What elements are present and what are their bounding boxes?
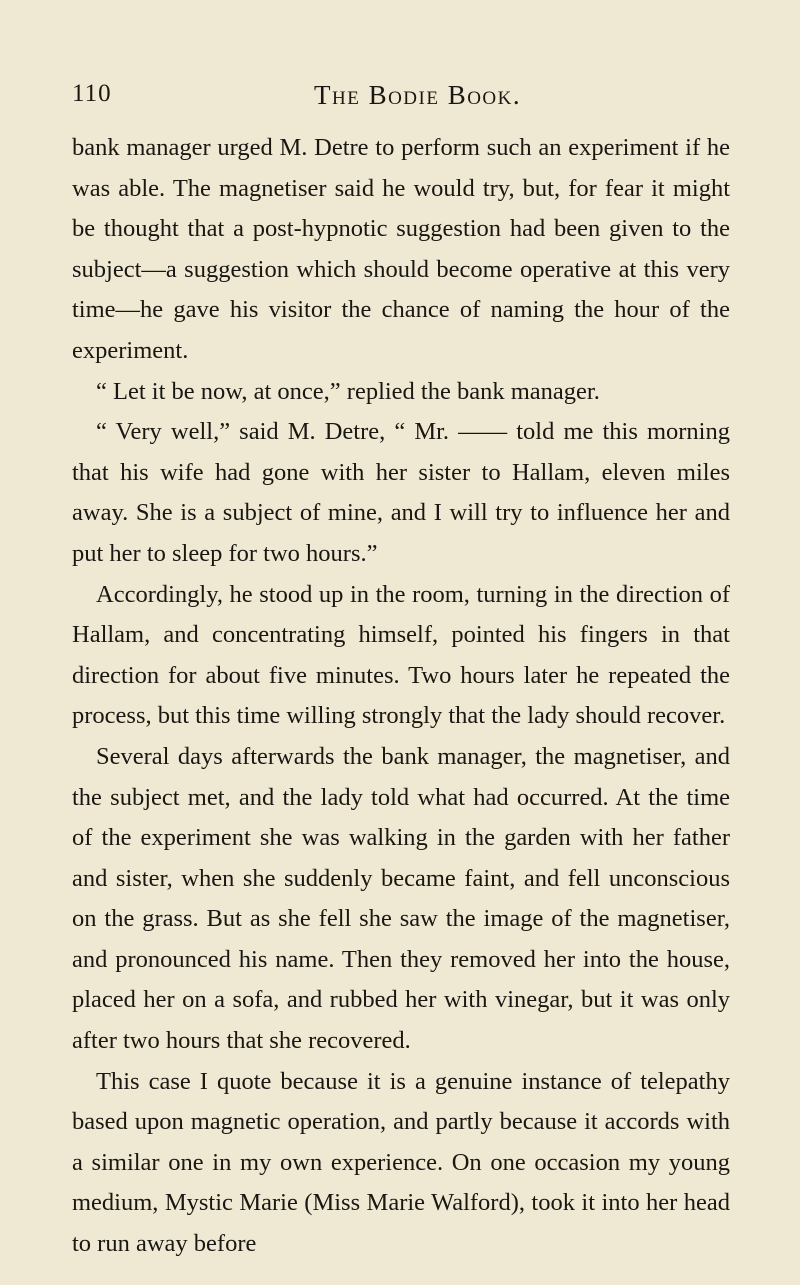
paragraph-continued: bank manager urged M. Detre to perform such an experiment if he was able. The magnetiser said he would try, but, for fear it might be thought that a post-hypnotic suggestion had been given to the subject—a suggestion which should become operative at this very time—he gave his visitor the chance of naming the hour of the experiment.: [72, 134, 730, 364]
paragraph-several-days: Several days afterwards the bank manager, the magnetiser, and the subject met, and the lady told what had occurred. At the time of the experiment she was walking in the garden with her father and sister, when she suddenly became faint, and fell unconscious on the grass. But as she fell she saw the image of the magnetiser, and pronounced his name. Then they removed her into the house, placed her on a sofa, and rubbed her with vinegar, but it was only after two hours that she recovered.: [72, 742, 730, 1055]
running-title: The Bodie Book.: [314, 80, 522, 110]
running-head: [72, 80, 728, 116]
paragraph-accordingly: Accordingly, he stood up in the room, turning in the direction of Hallam, and concentrating himself, pointed his fingers in that direction for about five minutes. Two hours later he repeated the process, but this time willing strongly that the lady should recover.: [72, 580, 730, 730]
paragraph-quote-detre: “ Very well,” said M. Detre, “ Mr. —— told me this morning that his wife had gone with her sister to Hallam, eleven miles away. She is a subject of mine, and I will try to influence her and put her to sleep for two hours.”: [72, 418, 730, 567]
page-number: 110: [72, 80, 112, 107]
body-text: [72, 128, 730, 1265]
paragraph-this-case: This case I quote because it is a genuine instance of telepathy based upon magnetic operation, and partly because it accords with a similar one in my own experience. On one occasion my young medium, Mystic Marie (Miss Marie Walford), took it into her head to run away before: [72, 1067, 730, 1258]
paragraph-quote-reply: “ Let it be now, at once,” replied the bank manager.: [96, 377, 600, 405]
